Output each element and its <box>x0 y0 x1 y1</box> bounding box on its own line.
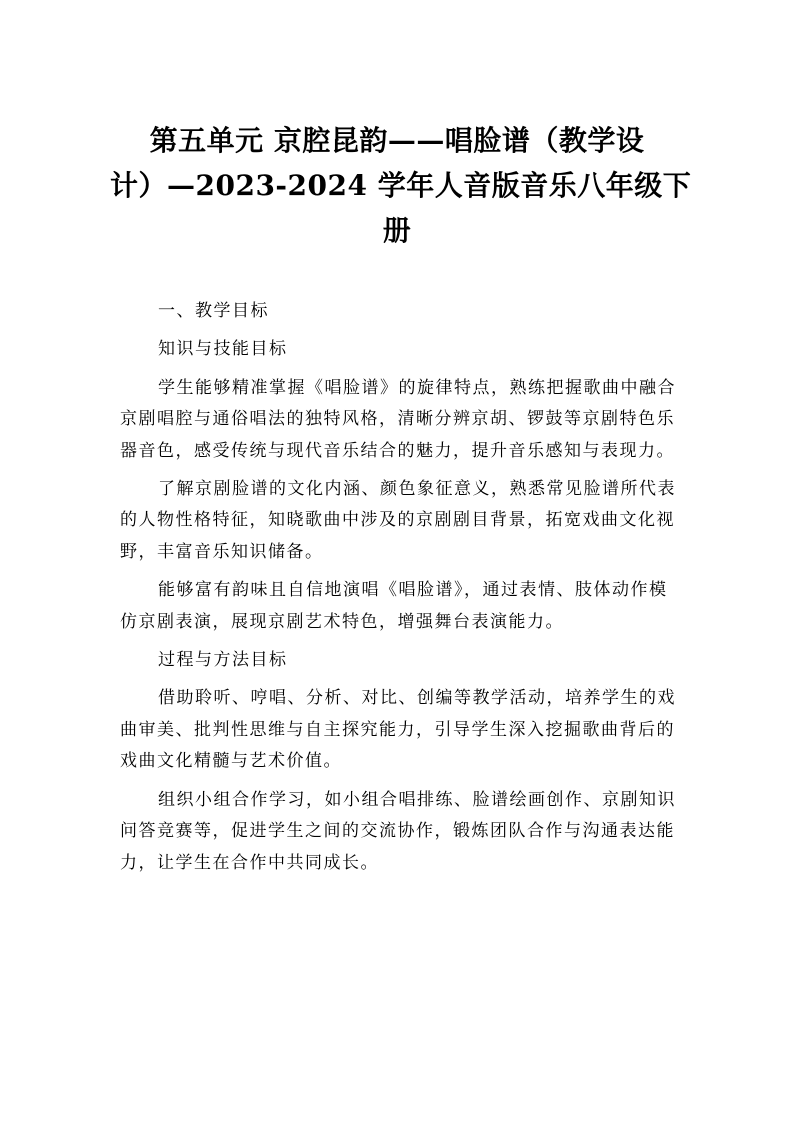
paragraph-line: 力，让学生在合作中共同成长。 <box>120 852 379 873</box>
paragraph-line: 的人物性格特征，知晓歌曲中涉及的京剧剧目背景，拓宽戏曲文化视 <box>120 510 675 531</box>
paragraph-line: 组织小组合作学习，如小组合唱排练、脸谱绘画创作、京剧知识 <box>158 789 676 810</box>
subheading-process-methods <box>120 645 680 676</box>
paragraph-1 <box>120 373 680 467</box>
paragraph-line: 器音色，感受传统与现代音乐结合的魅力，提升音乐感知与表现力。 <box>120 440 675 461</box>
paragraph-2 <box>120 474 680 568</box>
section-heading-text: 一、教学目标 <box>158 301 269 321</box>
paragraph-line: 曲审美、批判性思维与自主探究能力，引导学生深入挖掘歌曲背后的 <box>120 719 675 740</box>
paragraph-5 <box>120 785 680 879</box>
paragraph-line: 借助聆听、哼唱、分析、对比、创编等教学活动，培养学生的戏 <box>158 688 676 709</box>
subheading-text: 知识与技能目标 <box>158 339 288 360</box>
paragraph-line: 京剧唱腔与通俗唱法的独特风格，清晰分辨京胡、锣鼓等京剧特色乐 <box>120 409 675 430</box>
paragraph-line: 戏曲文化精髓与艺术价值。 <box>120 751 342 772</box>
paragraph-line: 仿京剧表演，展现京剧艺术特色，增强舞台表演能力。 <box>120 611 564 632</box>
paragraph-line: 能够富有韵味且自信地演唱《唱脸谱》，通过表情、肢体动作模 <box>158 580 668 601</box>
paragraph-3 <box>120 575 680 638</box>
paragraph-line: 了解京剧脸谱的文化内涵、颜色象征意义，熟悉常见脸谱所代表 <box>158 479 676 500</box>
document-body <box>120 296 680 879</box>
paragraph-line: 问答竞赛等，促进学生之间的交流协作，锻炼团队合作与沟通表达能 <box>120 821 675 842</box>
subheading-text: 过程与方法目标 <box>158 650 288 671</box>
title-line-1: 第五单元 京腔昆韵——唱脸谱（教学设 <box>149 124 645 157</box>
paragraph-4 <box>120 683 680 777</box>
section-heading-teaching-goals <box>120 296 680 327</box>
paragraph-line: 野，丰富音乐知识储备。 <box>120 541 324 562</box>
title-line-2: 计）—2023-2024 学年人音版音乐八年级下 <box>110 169 692 202</box>
title-line-3: 册 <box>382 214 412 247</box>
document-title <box>110 118 692 253</box>
subheading-knowledge-skills <box>120 334 680 365</box>
paragraph-line: 学生能够精准掌握《唱脸谱》的旋律特点，熟练把握歌曲中融合 <box>158 377 676 398</box>
